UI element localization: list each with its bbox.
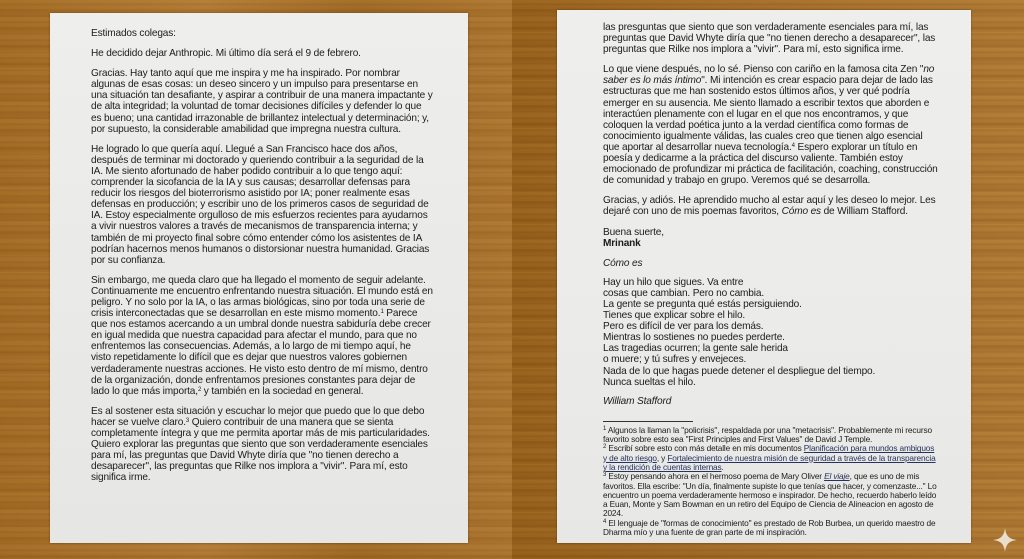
poem-line: Nada de lo que hagas puede detener el despliegue del tiempo. bbox=[603, 365, 876, 377]
footnote-divider bbox=[603, 421, 693, 422]
paragraph-gracias: Gracias. Hay tanto aquí que me inspira y me ha inspirado. Por nombrar algunas de esas cosas: un deseo sincero y un impulso para presentarse en una situación tan desafiante, y aspirar a contribuir de una manera impactante y de alta integridad; la voluntad de tomar decisiones difíciles y defender lo que es bueno; una cantidad irrazonable de brillantez intelectual y determinación; y, por supuesto, la considerable amabilidad que impregna nuestra cultura. bbox=[91, 68, 433, 135]
announcement: He decidido dejar Anthropic. Mi último día será el 9 de febrero. bbox=[91, 48, 361, 60]
closing: Buena suerte, bbox=[603, 226, 664, 238]
footnote-4-number: 4 bbox=[603, 518, 607, 525]
poem-body bbox=[603, 277, 939, 388]
footnote-ref-2[interactable]: 2 bbox=[197, 386, 202, 393]
salutation: Estimados colegas: bbox=[91, 28, 176, 39]
letter-page-1 bbox=[50, 13, 468, 543]
paragraph-sostener bbox=[91, 406, 433, 484]
poem-line: Pero es difícil de ver para los demás. bbox=[603, 321, 764, 333]
footnote-ref-1[interactable]: 1 bbox=[380, 309, 384, 316]
signature-block bbox=[603, 227, 939, 249]
footnote-3-number: 3 bbox=[603, 472, 607, 479]
footnote-3-text-b: , que es uno de mis favoritos. Ella escribe: "Un día, finalmente supiste lo que tenías que hacer, y comenzaste..." Lo encuentro un poema verdaderamente hermoso e inspirador. De hecho, recuerdo haberlo leído a Euan, Monte y Sam Bowman en un retiro del Equipo de Ciencia de Alineacion en agosto de 2024. bbox=[603, 471, 937, 519]
poem-title-inline: Cómo es bbox=[781, 206, 821, 218]
paragraph-adios-part-a: Gracias, y adiós. He aprendido mucho al estar aquí y les deseo lo mejor. Les dejaré con uno de mis poemas favoritos, bbox=[603, 195, 936, 218]
paragraph-despues-part-a: Lo que viene después, no lo sé. Pienso con cariño en la famosa cita Zen " bbox=[603, 64, 924, 76]
poem-line: Tienes que explicar sobre el hilo. bbox=[603, 310, 746, 322]
paragraph-adios bbox=[603, 195, 939, 217]
poem-line: cosas que cambian. Pero no cambia. bbox=[603, 287, 764, 299]
footnote-2-text-a: Escribí sobre esto con más detalle en mis documentos bbox=[606, 443, 804, 454]
footnote-4 bbox=[603, 519, 939, 538]
continuation-paragraph: las presguntas que siento que son verdaderamente esenciales para mí, las preguntas que David Whyte diría que "no tienen derecho a desaparecer", las preguntas que Rilke nos implora a "vivir". Para mí, esto significa irme. bbox=[603, 22, 936, 56]
poem-title: Cómo es bbox=[603, 257, 643, 269]
paragraph-despues-part-b: ". Mi intención es crear espacio para dejar de lado las estructuras que me han sostenido estos últimos años, y ver qué podría emerger en su ausencia. Me siento llamado a escribir textos que aborden e interactúen plenamente con el lugar en el que nos encontramos, y que coloquen la verdad poética junto a la verdad científica como formas de conocimiento igualmente válidas, las cuales creo que tienen algo esencial que aportar al desarrollar nueva tecnología. bbox=[603, 75, 933, 153]
footnote-3 bbox=[603, 472, 939, 518]
page-2-text bbox=[603, 22, 939, 537]
footnote-3-text-a: Estoy pensando ahora en el hermoso poema de Mary Oliver bbox=[606, 471, 825, 482]
footnotes bbox=[603, 426, 939, 538]
link-planificacion-mundos-ambiguos[interactable]: Planificación para mundos ambiguos y de alto riesgo bbox=[603, 443, 935, 463]
footnote-ref-3[interactable]: 3 bbox=[185, 417, 190, 424]
footnote-1 bbox=[603, 426, 939, 445]
footnote-2 bbox=[603, 444, 939, 472]
poem-author: William Stafford bbox=[603, 395, 672, 407]
paragraph-embargo-part-a: Sin embargo, me queda claro que ha llegado el momento de seguir adelante. Continuamente me encuentro enfrentando nuestra situación. El mundo está en peligro. Y no solo por la IA, o las armas biológicas, sino por toda una serie de crisis interconectadas que se desarrollan en este mismo momento. bbox=[91, 274, 433, 320]
poem-line: Nunca sueltas el hilo. bbox=[603, 376, 696, 388]
paragraph-despues bbox=[603, 64, 939, 186]
poem-line: Las tragedias ocurren; la gente sale herida bbox=[603, 343, 788, 355]
paragraph-logros: He logrado lo que quería aquí. Llegué a San Francisco hace dos años, después de terminar mi doctorado y queriendo contribuir a la seguridad de la IA. Me siento afortunado de haber podido contribuir a lo que tengo aquí: comprender la sicofancia de la IA y sus causas; desarrollar defensas para reducir los riesgos del bioterrorismo asistido por IA; poner realmente esas defensas en producción; y escribir uno de los primeros casos de seguridad de IA. Estoy especialmente orgulloso de mis esfuerzos recientes para ayudarnos a vivir nuestros valores a través de mecanismos de transparencia interna; y también de mi proyecto final sobre cómo entender cómo los asistentes de IA podrían hacernos menos humanos o distorsionar nuestra humanidad. Gracias por su confianza. bbox=[91, 143, 430, 266]
footnote-ref-4[interactable]: 4 bbox=[791, 142, 795, 149]
footnote-2-text-b: , y bbox=[656, 452, 668, 463]
poem-line: Mientras lo sostienes no puedes perderte. bbox=[603, 332, 785, 344]
link-el-viaje[interactable]: El viaje bbox=[824, 471, 850, 482]
poem-line: La gente se pregunta qué estás persiguiendo. bbox=[603, 298, 802, 310]
poem-line: o muere; y tú sufres y envejeces. bbox=[603, 354, 747, 366]
signature-name: Mrinank bbox=[603, 237, 641, 249]
paragraph-despues-part-c: Espero explorar un título en poesía y dedicarme a la práctica del discurso valiente. También estoy emocionado de profundizar mi práctica de facilitación, coaching, construcción de comunidad y trabajo en grupo. Veremos qué se desarrolla. bbox=[603, 141, 938, 187]
paragraph-embargo-part-c: y también en la sociedad en general. bbox=[201, 385, 364, 397]
footnote-2-text-c: . bbox=[721, 462, 724, 472]
paragraph-embargo-part-b: Parece que nos estamos acercando a un umbral donde nuestra sabiduría debe crecer en igual medida que nuestra capacidad para afectar el mundo, para que no enfrentemos las consecuencias. Además, a lo largo de mi tiempo aquí, he visto repetidamente lo difícil que es dejar que nuestros valores gobiernen verdaderamente nuestras acciones. He visto esto dentro de mí mismo, dentro de la organización, donde enfrentamos presiones constantes para dejar de lado lo que más importa, bbox=[91, 308, 431, 397]
paragraph-sostener-part-b: Quiero contribuir de una manera que se sienta completamente íntegra y que me permita aportar más de mis particularidades. Quiero explorar las preguntas que siento que son verdaderamente esenciales para mí, las preguntas que David Whyte diría que "no tienen derecho a desaparecer", las preguntas que Rilke nos implora a "vivir". Para mí, esto significa irme. bbox=[91, 416, 430, 484]
footnote-4-text: El lenguaje de "formas de conocimiento" es prestado de Rob Burbea, un querido maestro de Dharma mío y una fuente de gran parte de mi inspiración. bbox=[603, 517, 936, 538]
footnote-1-text: Algunos la llaman la "policrisis", respaldada por una "metacrisis". Probablemente mi recurso favorito sobre esto sea "First Principles and First Values" de David J Temple. bbox=[603, 424, 932, 445]
footnote-1-number: 1 bbox=[603, 425, 607, 432]
paragraph-adios-part-b: de William Stafford. bbox=[820, 206, 908, 218]
page-1-text bbox=[91, 28, 433, 492]
zen-quote: no saber es lo más íntimo bbox=[603, 64, 935, 87]
letter-page-2 bbox=[557, 10, 971, 543]
right-photo bbox=[512, 0, 1024, 559]
sparkle-icon bbox=[992, 527, 1018, 553]
paragraph-sostener-part-a: Es al sostener esta situación y escuchar lo mejor que puedo que lo que debo hacer se vuelve claro. bbox=[91, 405, 425, 428]
poem-line: Hay un hilo que sigues. Va entre bbox=[603, 276, 744, 288]
link-fortalecimiento-mision-seguridad[interactable]: Fortalecimiento de nuestra misión de seguridad a través de la transparencia y la rendición de cuentas internas bbox=[603, 452, 936, 472]
paragraph-sin-embargo bbox=[91, 275, 433, 397]
footnote-2-number: 2 bbox=[603, 444, 607, 451]
